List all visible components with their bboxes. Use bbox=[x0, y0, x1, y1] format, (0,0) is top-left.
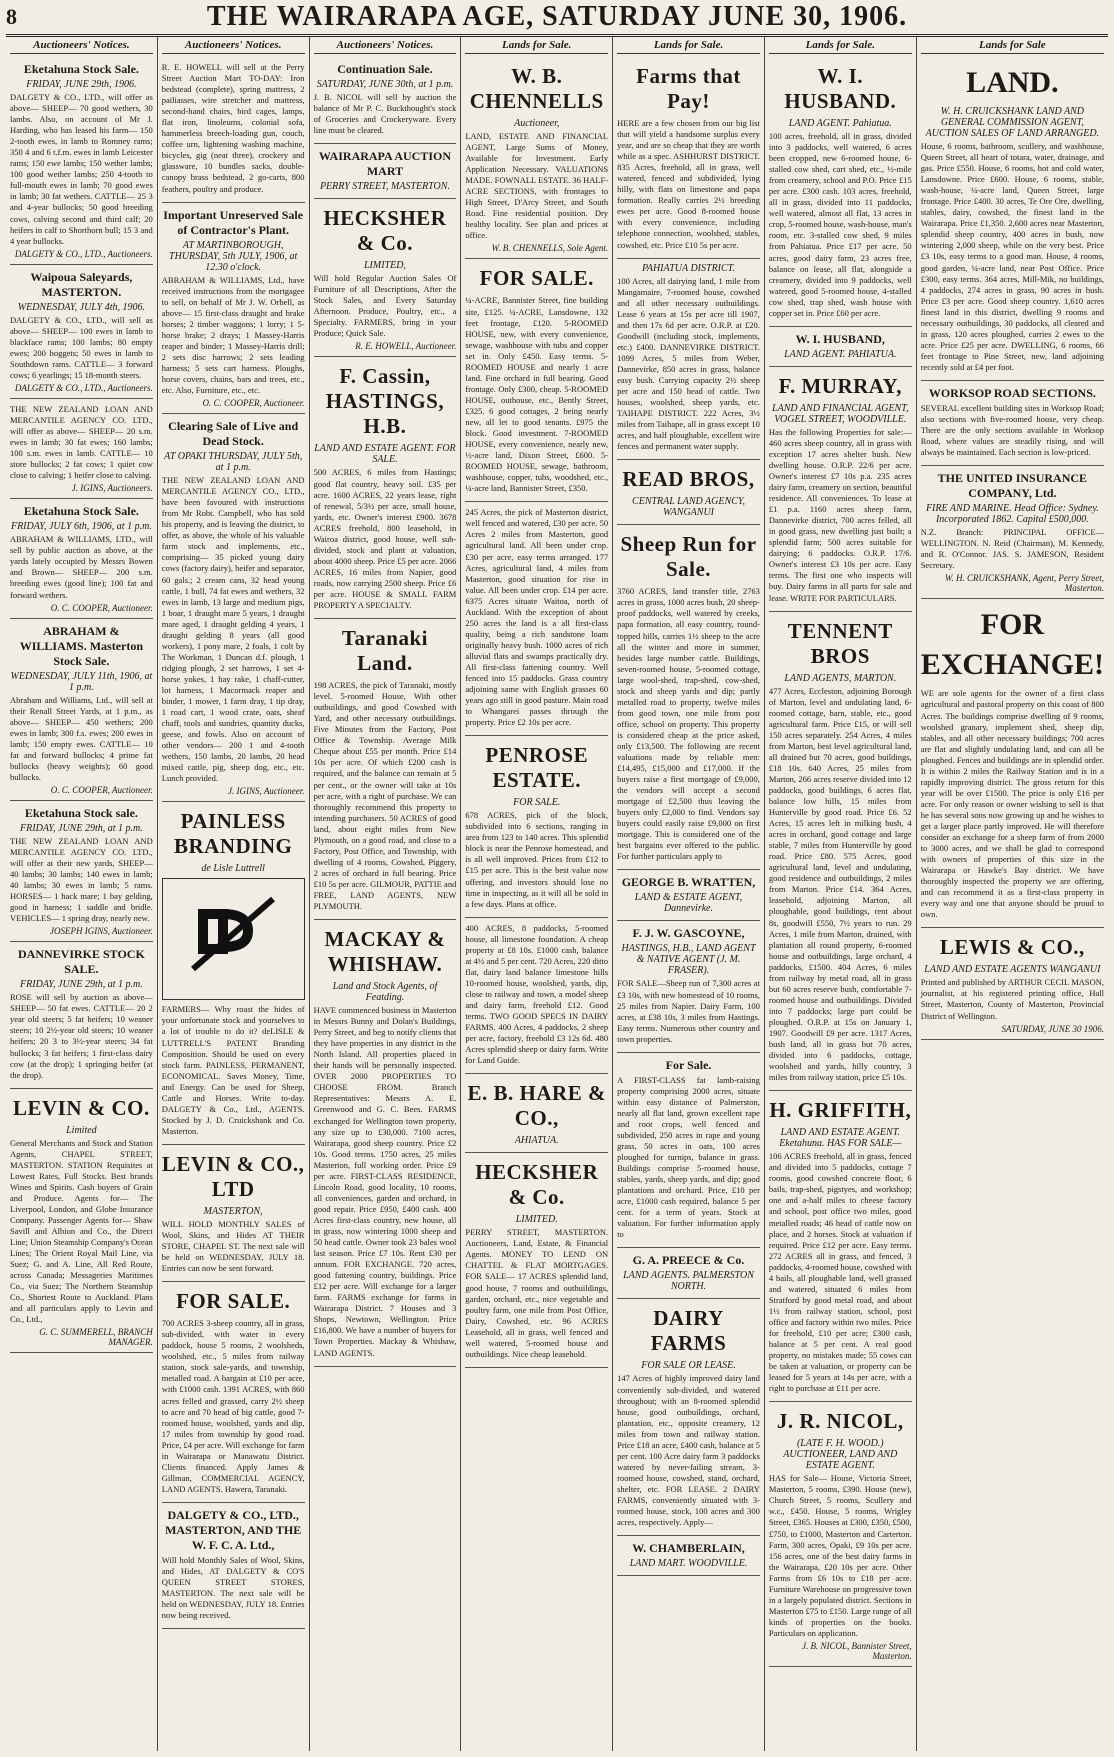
advertisement bbox=[465, 1074, 608, 1153]
ad-subtitle: W. H. CRUICKSHANK LAND AND GENERAL COMMISSION AGENT, AUCTION SALES OF LAND ARRANGED. bbox=[925, 106, 1100, 139]
ad-title: PAINLESS BRANDING bbox=[174, 809, 293, 859]
ad-title: Eketahuna Stock Sale. bbox=[23, 62, 139, 76]
ad-subtitle: FRIDAY, JUNE 29th, at 1 p.m. bbox=[20, 822, 143, 834]
ad-title: Waipoua Saleyards, MASTERTON. bbox=[30, 269, 133, 299]
ad-body: HAVE commenced business in Masterton in Messrs Bunny and Dolan's Buildings, Perry Street, and beg to notify clients that they have properties in any district in the North Island. All properties placed in their hands will be personally inspected. OVER 2000 PROPERTIES TO CHOOSE FROM. Branch Representatives: Messrs A. E. Greenwood and G. C. Bees. FARMS exchanged for Wellington town property, any size up to £30,000. 7100 acres, Wairarapa, good sheep country. Price £2 10s. Good terms. 1750 acres, 25 miles Masterton, full working order. Price £9 per acre. FIRST-CLASS RESIDENCE, Lincoln Road, good locality, 10 rooms, all conveniences, garden and orchard, in good repair. Price £950, £400 cash. 400 Acres first-class country, new house, all in grass, now wintering 1000 sheep and 50 head cattle. Owner took 23 bales wool last season. Price £7 10s. Rent £30 per annum. FOR EXCHANGE. 720 acres, good fattening country, buildings. Price £12 per acre. Will exchange for a larger farm. FARMS exchange for farms in Wairarapa District. 7 Houses and 3 Shops, Newtown, Wellington. Price £16,800. We have a number of buyers for Town Properties. Mackay & Whishaw, LAND AGENTS. bbox=[313, 1005, 457, 1358]
branding-logo bbox=[162, 878, 305, 1000]
ad-body: 700 ACRES 3-sheep country, all in grass, sub-divided, with water in every paddock, house 5 rooms, 2 woolsheds, woolshed, etc., 5 miles from railway station, stock sale-yards, and township, metalled road. A bargain at £10 per acre, with £1000 cash. 1391 ACRES, with 860 acres felled and grassed, carry 2½ sheep to acre and 70 head of big cattle, good 7-roomed house, woolshed, yards and dip, 17 miles from township by good road. Price, £4 per acre. Will exchange for farm in Wairarapa or Manawatu District. Clients financed. Apply James & Gillman, COMMERCIAL AGENCY, LAND AGENTS. Hawera, Taranaki. bbox=[161, 1318, 305, 1494]
ad-subtitle: LAND AGENT. PAHIATUA. bbox=[784, 348, 897, 360]
ad-subtitle: LAND AND ESTATE AGENT. FOR SALE. bbox=[314, 443, 456, 466]
ad-signature: DALGETY & CO., LTD., Auctioneers. bbox=[14, 248, 153, 259]
ad-title: READ BROS, bbox=[622, 467, 755, 492]
ad-title: W. I. HUSBAND. bbox=[784, 64, 897, 113]
ad-title: H. GRIFFITH, bbox=[769, 1098, 912, 1123]
advertisement bbox=[10, 499, 153, 618]
ad-body: Will hold Regular Auction Sales Of Furniture of all Descriptions, After the Stock Sales, and Every Saturday Afternoon. Produce, Poultry, etc., a Specialty. FARMERS, bring in your Produce; Quick Sale. bbox=[313, 273, 457, 339]
ad-subtitle: FOR SALE OR LEASE. bbox=[641, 1360, 736, 1372]
column-2 bbox=[158, 37, 310, 1751]
ad-title: DAIRY FARMS bbox=[650, 1306, 727, 1356]
column-1 bbox=[6, 37, 158, 1751]
ad-signature: O. C. COOPER, Auctioneer. bbox=[202, 398, 305, 409]
ad-body: House, 6 rooms, bathroom, scullery, and washhouse, Queen Street, all heart of totara, water, drainage, and gas. Price £550. House, 6 rooms, hot and cold water, Lansdowne. Price £600. House, 6 rooms, stable, wash-house, ¼-acre land, Queen Street, large frontage. Price £400. 30 acres, Te Ore Ore, dwelling, stables, dairy, cowshed, the finest land in the Wairarapa. Price £1,350. 2,600 acres near Masterton, splendid sheep country, 400 acres in bush, now wintering 2,000 sheep, while on the very best. Price £3 10s, easy terms to a good man. House, 4 rooms, good garden, ¼-acre land, near Post Office. Price £300, easy terms. 364 acres, Mill-Mik, no buildings, 4 paddocks, 274 acres in grass, 90 acres in bush. Price £3 per acre. Good sheep country. 1,610 acres finest land in this district, dwelling 9 rooms and necessary outbuildings, 30 paddocks, all cleared and in grass, 120 acres ploughed, carries 2 ewes to the acre. Price £25 per acre. DWELLING, 6 rooms, 66 feet frontage to Pine Street, new, land adjoining recently sold at £4 per foot. bbox=[920, 141, 1105, 372]
advertisement bbox=[314, 57, 457, 144]
ad-title: G. A. PREECE & Co. bbox=[632, 1253, 745, 1268]
ad-body: Will hold Monthly Sales of Wool, Skins, and Hides, AT DALGETY & CO'S QUEEN STREET STORES, MASTERTON. The next sale will be held on WEDNESDAY, JULY 18. Entries now being received. bbox=[161, 1554, 305, 1621]
ad-subtitle: WEDNESDAY, JULY 11th, 1906, at 1 p.m. bbox=[10, 670, 153, 693]
ad-body: ROSE will sell by auction as above— SHEEP— 50 fat ewes. CATTLE— 20 2 year old steers; 5 fat heifers; 10 weaner steers; 10 2½-year old steers; 10 weaner heifers; 20 3 to 3½-year steers; 34 fat bullocks; 3 fat heifers; 1 first-class dairy cow (at the drop); 1 springing heifer (at the drop). bbox=[10, 992, 153, 1080]
ad-title: FOR SALE. bbox=[176, 1289, 291, 1314]
ad-body: A FIRST-CLASS fat lamb-raising property comprising 2000 acres, situate within easy distance of Palmerston, nearly all flat land, grown excellent rape and root crops, well fenced and subdivided, 250 acres in rape and young grass, 50 acres in oats, 100 acres ploughed for turnips, balance in grass. Buildings comprise 5-roomed house, stables, yards, sheep yards, and dip; good plantations and orchard. Price, £10 per acre, £1000 cash required, balance 5 per cent. for a term of years. Stock at valuation. For further information apply to bbox=[617, 1074, 760, 1240]
column-header: Lands for Sale. bbox=[769, 37, 912, 54]
ad-subtitle: AHIATUA. bbox=[514, 1135, 559, 1147]
advertisement bbox=[10, 619, 153, 801]
columns-container bbox=[6, 37, 1108, 1751]
ad-body: ¼-ACRE, Bannister Street, fine building site, £125. ¼-ACRE, Lansdowne, 132 feet frontage, £120. 5-ROOMED HOUSE, new, with every convenience, sewage, washhouse with tubs and copper set in. Only £450. Easy terms. 5-ROOMED HOUSE and nearly 1 acre land. Fine orchard in full bearing. Good frontage. Only £300, cheap. 5-ROOMED HOUSE, outhouse, etc., Bently Street, £325. 6 good cottages, 2 being nearly new, all let to good tenants. £975 the block. Good investment. 7-ROOMED HOUSE, every convenience, nearly new, ½-acre land, Dixon Street, £600. 5-ROOMED HOUSE, sewage, bathroom, washhouse, copper, tubs, woodshed, etc., ¼-acre land, Bannister Street, £350. bbox=[465, 295, 609, 494]
ad-subtitle: PAHIATUA DISTRICT. bbox=[642, 262, 735, 274]
ad-subtitle: (LATE F. H. WOOD.) AUCTIONEER, LAND AND ESTATE AGENT. bbox=[783, 1438, 898, 1472]
advertisement bbox=[769, 1091, 912, 1402]
advertisement bbox=[10, 265, 153, 399]
advertisement bbox=[465, 259, 608, 502]
ad-body: 245 Acres, the pick of Masterton district, well fenced and watered, £30 per acre. 50 Acres 2 miles from Masterton, good agricultural land. All been under crop. £30 per acre, easy terms arranged. 177 Acres, agricultural land, 4 miles from Masterton, good situation for rise in value. All been under crop. £14 per acre. 6375 Acres situate Waitoa, north of Auckland. With the exception of about 250 acres the land is a all first-class quality, being a rich sandstone loam originally heavy bush. 1000 acres of rich alluvial flats and swamps practically dry. All first-class fattening country. Well fenced into 15 paddocks. Grass country adjoining same with English grasses 60 years ago still in good pasture. Main road to Whangarei passes through the property. Price £2 10s per acre. bbox=[465, 507, 609, 728]
ad-title: LEVIN & CO. bbox=[13, 1095, 150, 1120]
advertisement bbox=[314, 619, 457, 920]
ad-title: F. Cassin, HASTINGS, H.B. bbox=[325, 364, 445, 439]
ad-signature: O. C. COOPER, Auctioneer. bbox=[50, 784, 153, 795]
advertisement bbox=[769, 327, 912, 367]
ad-title: F. J. W. GASCOYNE, bbox=[632, 926, 745, 941]
advertisement bbox=[465, 918, 608, 1075]
advertisement bbox=[617, 460, 760, 525]
advertisement bbox=[769, 57, 912, 327]
ad-signature: SATURDAY, JUNE 30 1906. bbox=[1001, 1023, 1105, 1034]
ad-subtitle: FIRE AND MARINE. Head Office: Sydney. Incorporated 1862. Capital £500,000. bbox=[925, 503, 1099, 526]
ad-body: ABRAHAM & WILLIAMS, Ltd., have received instructions from the mortgagee to sell, on behalf of Mr J. W. Orbell, as above— 15 first-class draught and brake horses; 2 timber waggons; 1 lorry; 1 5-horse brake; 2 drays; 1 Massey-Harris reaper and binder; 1 Massey-Harris drill; 2 sets disc harrows; 2 sets leading harness; 5 sets cart harness. Ploughs, horse covers, chains, bars and trees, etc., etc. Also, Furniture, etc., etc. bbox=[161, 274, 305, 396]
advertisement bbox=[314, 199, 457, 357]
advertisement bbox=[617, 525, 760, 870]
ad-title: FOR bbox=[980, 608, 1045, 642]
ad-title: HECKSHER & Co. bbox=[475, 1160, 599, 1210]
ad-title: Important Unreserved Sale of Contractor's Plant. bbox=[163, 207, 304, 237]
ad-body: 400 ACRES, 8 paddocks, 5-roomed house, all limestone foundation. A cheap property at £8 10s. £1000 cash, balance at 4½ and 5 per cent. 720 Acres, 220 ditto flat, dairy land balance limestone hills 10-roomed house, woolshed, yards, dip, close to railway and town, a model sheep and dairy farm, freehold £12. Good terms. TWO GOOD SPECS IN DAIRY FARMS. 400 Acres, 4 paddocks, 2 sheep per acre, factory, freehold £3 12s 6d. 480 Acres splendid sheep or dairy farm. Write for Land Guide. bbox=[465, 922, 609, 1066]
ad-body: THE NEW ZEALAND LOAN AND MERCANTILE AGENCY CO., LTD., have been favoured with instructions from Mr Robt. Campbell, who has sold his property, and is leaving the district, to offer, as above, the whole of his valuable farm stock and implements, etc., comprising— 35 picked young dairy cows (factory dairy), heifer and separator, 60 gals.; 2 cream cans, 32 head young cattle, 1 bull, 74 fat ewes and wethers, 32 ewes in lamb, 13 large and medium pigs, 1 boar, 1 draught mare 5 years, 1 draught mare aged, 1 draught gelding 4 years, 1 draught gelding 8 years (all good workers), 1 pony mare, 2 foals, 1 colt by The Workman, 1 Duncan d.f. plough, 1 ridging plough, 2 set harrows, 1 set 4-horse yokes, 1 hay rake, 1 chaff-cutter, lot harness, 1 Macormack reaper and binder, 1 mower, 1 farm dray, 1 tip dray, 1 road cart, 1 wood crate, oats, sheaf chaff, tools and sundries, quantity ducks, geese, and fowls. Also on account of other vendors— 200 1 and 4-tooth wethers, 150 lambs, 20 lambs, 20 head mixed cattle, pig, sheep dog, etc., etc. Lunch provided. bbox=[161, 475, 305, 784]
ad-title: GEORGE B. WRATTEN, bbox=[621, 875, 756, 890]
ad-subtitle: AT MARTINBOROUGH, THURSDAY, 5th JULY, 1906, at 12.30 o'clock. bbox=[169, 239, 298, 273]
ad-subtitle: AT OPAKI THURSDAY, JULY 5th, at 1 p.m. bbox=[164, 451, 303, 474]
ad-subtitle: LAND AGENTS. PALMERSTON NORTH. bbox=[623, 1270, 754, 1293]
advertisement bbox=[921, 928, 1104, 1039]
ad-subtitle: FRIDAY, JUNE 29th, at 1 p.m. bbox=[20, 979, 143, 991]
ad-subtitle: LAND AGENT. Pahiatua. bbox=[788, 118, 892, 129]
ad-title: PENROSE ESTATE. bbox=[485, 743, 589, 793]
column-header: Lands for Sale. bbox=[617, 37, 760, 54]
advertisement bbox=[314, 357, 457, 619]
ad-title: WORKSOP ROAD SECTIONS. bbox=[928, 385, 1096, 400]
ad-title: LAND. bbox=[966, 66, 1059, 99]
ad-title: E. B. HARE & CO., bbox=[467, 1081, 606, 1131]
advertisement bbox=[10, 57, 153, 265]
ad-signature: J. B. NICOL, Bannister Street, Masterton. bbox=[802, 1640, 912, 1661]
ad-body: 678 ACRES, pick of the block, subdivided into 6 sections, ranging in area from 123 to 140 acres. This splendid block is near the Penrose homestead, and is all well improved. Prices from £12 to £15 per acre. This is the best value now offering, and investors should lose no time in inspecting, as it will all be sold in a few days. Plans at office. bbox=[465, 810, 609, 909]
ad-body: General Merchants and Stock and Station Agents, CHAPEL STREET, MASTERTON. STATION Requisites at Lowest Rates, Full Stocks. Best brands Wines and Spirits. Cash buyers of Grain and Produce. Agents for— The Liverpool, London, and Globe Insurance Company. Passenger Agents for— Shaw Savill and Albion and Co., the Direct Line; Union Steamship Company's Ocean Lines; The Orient Royal Mail Line, via Suez; G. and A. Line, All Red Route, across Canada; Messageries Maritimes Co., via Suez; The Northern Steamship Co., Shortest Route to Auckland. Plans and all particulars apply to Levin and Co., Ltd., bbox=[10, 1137, 153, 1325]
ad-body: WE are sole agents for the owner of a first class agricultural and pastoral property on this coast of 800 Acres. The buildings comprise dwelling of 9 rooms, woolshed granary, implement shed, sheep dip, stables, and all other necessary buildings; 700 acres are flat and slightly undulating land, and can all be ploughed. Fences and buildings are in splendid order. It is within 2 miles the Railway Station and is in a rapidly improving district. The gross return for this year will be over £1500. The price is only £16 per acre. For only reason or owner wishing to sell is that he has several sons now growing up and he wishes to get a larger place partly improved. He will therefore consider an exchange for a sheep farm of from 2000 to 3000 acres, and we shall be glad to correspond with owners of properties of this size in the Wairarapa or Hawke's Bay district. We have thoroughly inspected the property we are offering, and can recommend it as a first-class property in every way and one that anyone should be proud to own. bbox=[920, 688, 1105, 920]
column-5 bbox=[613, 37, 765, 1751]
ad-title: Farms that Pay! bbox=[636, 64, 741, 113]
advertisement bbox=[162, 414, 305, 802]
ad-subtitle: EXCHANGE! bbox=[920, 648, 1105, 682]
advertisement bbox=[617, 1299, 760, 1536]
ad-body: N.Z. Branch: PRINCIPAL OFFICE—WELLINGTON. N. Reid (Chairman), M. Kennedy, and R. O'Connor. JAS. S. JAMESON, Resident Secretary. bbox=[920, 527, 1105, 571]
ad-body: DALGETY & CO., LTD., will sell as above— SHEEP— 100 ewes in lamb to blackface rams; 100 lambs; 80 empty ewes; 200 hoggets; 50 ewes in lamb to Southdown rams. CATTLE— 3 forward cows; 6 yearlings; 15 18-month steers. bbox=[10, 314, 153, 380]
advertisement bbox=[769, 612, 912, 1092]
ad-body: 198 ACRES, the pick of Taranaki, mostly level. 5-roomed House, With other outbuildings, and good Cowshed with Yard, and other necessary outbuildings. Five Minutes from the Factory, Post Office & Township. Average Milk Cheque about £55 per month. Price £14 10s per acre. Of which £200 cash is required, and the balance can remain at 5 per cent., or the owner will take at 10s per acre, with a right of purchase. We can thoroughly recommend this property to intending purchasers. 50 ACRES of good land, about eight miles from New Plymouth, on a good road, and close to a Factory, Post Office, and Township, with dwelling of 4 rooms, Cowshed, Piggery, 2 acres of orchard in full bearing. Price £10 5s per acre. GILMOUR, PATTIE and FREE, LAND AGENTS, NEW PLYMOUTH. bbox=[313, 680, 457, 912]
ad-subtitle: Limited bbox=[66, 1124, 97, 1136]
ad-signature: J. IGINS, Auctioneer. bbox=[227, 786, 305, 797]
advertisement bbox=[617, 921, 760, 1052]
ad-title: MACKAY & WHISHAW. bbox=[324, 927, 446, 977]
ad-subtitle: LAND & ESTATE AGENT, Dannevirke. bbox=[634, 892, 743, 915]
ad-signature: O. C. COOPER, Auctioneer. bbox=[50, 602, 153, 613]
ad-title: Clearing Sale of Live and Dead Stock. bbox=[168, 419, 299, 449]
ad-signature: J. IGINS, Auctioneers. bbox=[71, 483, 153, 494]
advertisement bbox=[617, 870, 760, 921]
advertisement bbox=[769, 367, 912, 612]
advertisement bbox=[465, 736, 608, 917]
branding-iron-icon bbox=[173, 889, 293, 989]
advertisement bbox=[921, 381, 1104, 466]
ad-signature: W. B. CHENNELLS, Sole Agent. bbox=[491, 243, 609, 254]
ad-title: FOR SALE. bbox=[479, 266, 594, 291]
ad-body: 147 Acres of highly improved dairy land conveniently sub-divided, and watered throughout; with an 8-roomed splendid house, good outbuildings, orchard, plantation, etc., opposite creamery, 12 miles from town and railway station. Price £18 an acre, £400 cash, balance at 5 per cent. 100 Acre dairy farm 3 paddocks watered by never-failing stream, 3-roomed house, cowshed, stand, orchard, shelter, etc. FOR LEASE. 2 DAIRY FARMS, conveniently situated with 3-roomed house, stock, 100 acres and 300 acres, respectively. Apply— bbox=[617, 1373, 760, 1528]
ad-body: 106 ACRES freehold, all in grass, fenced and divided into 5 paddocks, cottage 7 rooms, good cowshed concrete floor, 6 bails, trap-shed, pigstyes, and workshop; one and a-half miles to cheese factory and school, post office two miles, good metalled roads; 46 head of cattle now on place, and 2 horses. Stock at valuation if required. Price £12 per acre. Easy terms. 272 ACRES all in grass, and fenced, 3 paddocks, 4-roomed house, cowshed with 4 bails, all ploughable land, well grassed and watered, situated 6 miles from Stratford by good metal road, and about 1½ from railway station, school, post office and factory within two miles. Price for freehold, £10 per acre; £300 cash, balance at 5 per cent. A real good property, no mistakes made; 55 cows can be taken at valuation, or property can be leased for 5 years at 14s per acre, with a right to purchase at £11 per acre. bbox=[768, 1151, 912, 1394]
ad-body: HAS for Sale— House, Victoria Street, Masterton, 5 rooms, £390. House (new), Church Street, 5 rooms, Scullery and w.c., £450. House, 5 rooms, Wrigley Street, £365. Houses at £300, £350, £500, £750, to £1000, Masterton and Carterton. Farm, 300 acres, Opaki, £9 10s per acre. 156 acres, one of the best dairy farms in the Wairarapa, £20 10s per acre. Other Farms from £6 10s to £18 per acre. Furniture Warehouse on progressive town in a largely populated district. Sections in Masterton £75 to £150. Large range of all kinds of properties on the books. Particulars on application. bbox=[768, 1473, 912, 1638]
ad-title: W. I. HUSBAND, bbox=[795, 331, 885, 346]
ad-body: THE NEW ZEALAND LOAN AND MERCANTILE AGENCY CO. LTD., will offer at their new yards, SHEEP— 40 lambs; 30 lambs; 140 ewes in lamb; 40 lambs; 30 ewes in lamb; 5 rams. HORSES— 1 hack mare; 1 bay gelding, good in harness; 1 saddle and bridle. VEHICLES— 1 spring dray, nearly new. bbox=[10, 835, 153, 924]
ad-title: LEWIS & CO., bbox=[939, 935, 1085, 960]
ad-body: SEVERAL excellent building sites in Worksop Road; also sections with five-roomed house, very cheap. There are the only sections available in Worksop Road, where values are steadily rising, and will always be maintained. Each section is low-priced. bbox=[920, 402, 1105, 458]
advertisement bbox=[162, 57, 305, 203]
advertisement bbox=[921, 599, 1104, 928]
ad-title: Eketahuna Stock Sale. bbox=[23, 504, 139, 519]
ad-title: Taranaki Land. bbox=[341, 626, 428, 676]
advertisement bbox=[921, 466, 1104, 599]
advertisement bbox=[314, 920, 457, 1367]
ad-title: J. R. NICOL, bbox=[776, 1409, 904, 1434]
advertisement bbox=[10, 399, 153, 499]
ad-body: 477 Acres, Eccleston, adjoining Borough of Marton, level and undulating land, 6-roomed cottage, barn, stable, etc., good agricultural farm. Price £15, or will sell 150 acres separately. 254 Acres, 4 miles from Marton, best level agricultural land, all drained but 70 acres, good buildings, £18 10s. 640 Acres, 25 miles from Marton, 266 acres reserve divided into 12 paddocks, good buildings, 6 acres flat, balance low hills, 15 miles from Hunterville by good road. Price £6. 52 Acres, 15 acres left in milking bush, 4 acres in orchard, good cottage and large stable, 7 miles from Hunterville by good road. Price £80. 575 Acres, good agricultural land, level and undulating, good residence and outbuildings, 2 miles from Marton. Price £14. 364 Acres, leasehold, adjoining Marton, all ploughable, good buildings, rent about 8s, goodwill £550, 7½ years to run. 29 Acres, 1 mile from Marton, drained, with plantation all round property, 6-roomed house and outbuildings, large orchard, 4 paddocks, £1500. 404 Acres, 6 miles from railway by metal road, all in grass but 60 acres reserve bush, comfortable 7-roomed house and outbuildings. Divided into 7 paddocks; large part could be ploughed. O.R.P. at 15s on January 1, 1907. Goodwill £9 per acre. 1317 Acres, bush land, all in grass but 70 acres, divided into 6 paddocks, cottage, woolshed and yards, hilly country, 3 miles from railway station, price £5 10s. bbox=[768, 685, 912, 1083]
ad-title: F. MURRAY, bbox=[778, 373, 903, 398]
ad-title: THE UNITED INSURANCE COMPANY, Ltd. bbox=[937, 471, 1088, 501]
advertisement bbox=[617, 1053, 760, 1249]
ad-subtitle: SATURDAY, JUNE 30th, at 1 p.m. bbox=[316, 79, 454, 90]
ad-title: HECKSHER & Co. bbox=[323, 206, 447, 256]
ad-subtitle: HASTINGS, H.B., LAND AGENT & NATIVE AGENT (J. M. FRASER). bbox=[621, 943, 756, 977]
ad-subtitle: CENTRAL LAND AGENCY, WANGANUI bbox=[632, 496, 745, 519]
advertisement bbox=[162, 1282, 305, 1503]
ad-body: WILL HOLD MONTHLY SALES of Wool, Skins, and Hides AT THEIR STORE, CHAPEL ST. The next sale will be held on WEDNESDAY, JULY 18. Entries can now be sent forward. bbox=[161, 1218, 305, 1274]
column-7 bbox=[917, 37, 1108, 1751]
ad-body: FOR SALE—Sheep run of 7,300 acres at £3 10s, with new homestead of 10 rooms, 25 miles from Napier. Dairy Farm, 100 acres, at £38 10s, 3 miles from Hastings. Easy terms. Numerous other country and town properties. bbox=[617, 978, 760, 1044]
ad-body: 500 ACRES, 6 miles from Hastings; good flat country, heavy soil. £35 per acre. 1600 ACRES, 22 years lease, right of renewal, 5/3½ per acre, small house, yards, etc. Owner's interest £900. 3678 ACRES freehold, 800 leasehold, in Wairoa district, good house, well sub-divided, stock and plant at valuation, about 4000 sheep. Price £5 per acre. 2066 ACRES, 16 miles from Napier, good roads, now carrying 2500 sheep. Price £6 per acre. HOUSE & SMALL FARM PROPERTY A SPECIALTY. bbox=[313, 467, 457, 611]
ad-subtitle: LAND AND FINANCIAL AGENT, VOGEL STREET, WOODVILLE. bbox=[772, 402, 909, 425]
ad-signature: R. E. HOWELL, Auctioneer. bbox=[355, 341, 457, 352]
ad-body: R. E. HOWELL will sell at the Perry Street Auction Mart TO-DAY: Iron bedstead (complete), spring mattress, 2 pailiasses, wire stretcher and mattress, second-hand chairs, bird cages, lamps, flat iron, linoleums, colonial sofa, hammerless breech-loading gun, couch, coffee urn, lightening washing machine, bicycles, gig (neat three), crockery and glassware, 10 bundles sacks, double-canopy brass bedstead, 2 go-carts, 800 feathers, poultry and produce. bbox=[161, 62, 305, 194]
ad-body: Has the following Properties for sale:— 460 acres sheep country, all in grass with exception 17 acres shelter bush. New dwelling house. O.R.P. 22/6 per acre. Owner's interest £7 10s p.a. 235 acres dairy farm, creamery on section, beautiful residence. All conveniences. To lease at £1 p.a. 1160 acres sheep farm, Dannevirke district, 700 acres felled, all in good grass, new dwelling just built; a splendid farm; 500 acres suitable for dairying; 6 paddocks. O.R.P. 17/6. Owner's interest £3 10s per acre. Easy terms. The first one who inspects will buy. Dairy farms in all parts for sale and lease. WRITE FOR PARTICULARS. bbox=[768, 426, 912, 603]
ad-title: WAIRARAPA AUCTION MART bbox=[318, 149, 452, 179]
column-header: Lands for Sale. bbox=[465, 37, 608, 54]
ad-body: J. B. NICOL will sell by auction the balance of Mr P. C. Buckthought's stock of Groceries and Crockeryware. Every line must be cleared. bbox=[313, 92, 457, 136]
ad-subtitle: LIMITED, bbox=[363, 260, 406, 272]
ad-title: Eketahuna Stock sale. bbox=[24, 805, 138, 820]
ad-title: LEVIN & CO., LTD bbox=[161, 1151, 305, 1201]
advertisement bbox=[10, 942, 153, 1088]
column-header: Auctioneers' Notices. bbox=[10, 37, 153, 54]
advertisement bbox=[617, 1536, 760, 1576]
ad-body: 100 acres, freehold, all in grass, divided into 3 paddocks, well watered, 6 acres been cropped, new 6-roomed house, 6-stalled cow shed, cart shed, etc., ½-mile from creamery, school and P.O. Price £15 per acre. £300 cash. 103 acres, freehold, all in grass, divided into 11 paddocks, well watered, almost all flat, 13 acres in crop, 5-roomed house, wash-house, man's room, etc. 3-stalled cow shed, 9 miles from Pahiatua. Price £17 per acre. 50 acres, good dairy farm, 23 acres free, balance on lease, all flat, alongside a creamery, divided into 9 paddocks, well watered, good 5-roomed house, 4-stalled cow shed, trap shed, wash house with copper set in. Price £60 per acre. bbox=[768, 131, 912, 318]
column-3 bbox=[310, 37, 462, 1751]
ad-signature: G. C. SUMMERELL, BRANCH MANAGER. bbox=[39, 1327, 153, 1348]
ad-title: Continuation Sale. bbox=[337, 62, 433, 76]
advertisement bbox=[10, 801, 153, 942]
column-header: Auctioneers' Notices. bbox=[314, 37, 457, 54]
ad-body: THE NEW ZEALAND LOAN AND MERCANTILE AGENCY CO. LTD., will offer as above— SHEEP— 20 s.m. ewes in lamb; 30 fat ewes; 160 lambs; 100 s.m. ewes in lamb. CATTLE— 10 store bullocks; 2 fat cows; 1 quiet cow close to calving; 1 heifer close to calving. bbox=[10, 403, 153, 481]
ad-subtitle: LIMITED. bbox=[515, 1214, 558, 1226]
advertisement bbox=[162, 203, 305, 415]
ad-signature: W. H. CRUICKSHANK, Agent, Perry Street, Masterton. bbox=[944, 573, 1105, 594]
ad-body: FARMERS— Why roast the hides of your unfortunate stock and yourselves to a lot of trouble to do it? deLISLE & LUTTRELL'S PATENT Branding Composition. Should be used on every stock farm. PAINLESS, PERMANENT, ECONOMICAL. Saves Money, Time, and Energy. Can be used for Sheep, Cattle and Horses. Write to-day. DALGETY & Co., Ltd., AGENTS. Stocked by J. D. Cruickshank and Co. Masterton. bbox=[161, 1004, 305, 1136]
ad-subtitle: LAND AND ESTATE AGENTS WANGANUI bbox=[924, 964, 1101, 976]
advertisement bbox=[162, 1145, 305, 1282]
ad-body: Printed and published by ARTHUR CECIL MASON, journalist, at his registered printing office, Hall Street, Masterton, County of Masterton, Provincial District of Wellington. bbox=[920, 977, 1105, 1021]
advertisement bbox=[10, 1089, 153, 1354]
ad-subtitle: LAND AND ESTATE AGENT. Eketahuna. HAS FOR SALE— bbox=[779, 1127, 902, 1150]
ad-title: Sheep Run for Sale. bbox=[620, 532, 757, 582]
ad-subtitle: FRIDAY, JUNE 29th, 1906. bbox=[26, 79, 137, 90]
ad-subtitle: WEDNESDAY, JULY 4th, 1906. bbox=[17, 301, 145, 313]
advertisement bbox=[465, 1153, 608, 1368]
advertisement bbox=[617, 57, 760, 259]
advertisement bbox=[314, 144, 457, 199]
ad-title: W. CHAMBERLAIN, bbox=[632, 1541, 745, 1556]
ad-subtitle: de Lisle Luttrell bbox=[201, 863, 265, 875]
ad-subtitle: LAND AGENTS, MARTON. bbox=[784, 672, 897, 684]
ad-title: W. B. CHENNELLS bbox=[469, 64, 604, 113]
ad-title: TENNENT BROS bbox=[787, 618, 893, 668]
ad-subtitle: Auctioneer, bbox=[514, 118, 560, 129]
advertisement bbox=[465, 57, 608, 259]
ad-signature: DALGETY & CO., LTD., Auctioneers. bbox=[14, 382, 153, 393]
ad-title: ABRAHAM & WILLIAMS. Masterton Stock Sale. bbox=[19, 623, 144, 668]
ad-subtitle: Land and Stock Agents, of Featding. bbox=[332, 981, 438, 1004]
ad-title: DANNEVIRKE STOCK SALE. bbox=[17, 947, 145, 977]
ad-body: ABRAHAM & WILLIAMS, LTD., will sell by public auction as above, at the yards lately occupied by Messrs Bowen and Brown— SHEEP— 200 s.m. breeding ewes (good line); 100 fat and forward wethers. bbox=[10, 534, 153, 600]
ad-subtitle: LAND MART. WOODVILLE. bbox=[629, 1558, 748, 1570]
column-header: Auctioneers' Notices. bbox=[162, 37, 305, 54]
page-number: 8 bbox=[6, 4, 17, 29]
column-header: Lands for Sale bbox=[921, 37, 1104, 54]
advertisement bbox=[162, 802, 305, 1145]
ad-body: LAND, ESTATE AND FINANCIAL AGENT, Large Sums of Money, Available for Investment. Early Application Necessary. VALUATIONS MADE. FOWNALL ESTATE. 36 HALF-ACRE SECTIONS, with frontages to High Street, D'Arcy Street, and South Road. Fine residential position. Dry healthy locality. See plan and prices at office. bbox=[465, 131, 609, 241]
ad-body: 3760 ACRES, land transfer title, 2763 acres in grass, 1000 acres bush, 20 sheep-proof paddocks, well watered by creeks, papa formation, all easy country, round-topped hills, carries 1½ sheep to the acre all the winter and more in summer, besides large number cattle. Buildings, seven-roomed house, 5-roomed cottage, large wool-shed, trap-shed, cow-shed, stock and sheep yards and dip; partly metalled road to property, twelve miles from good town, one mile from post office, school on property. This property is considered cheap at the price asked, only £13,500. The following are recent valuations made by reliable men: £14,495, £15,000 and £17,000. If the buyers raise a first mortgage of £9,000, the vendors will accept a second mortgage of £2,500 thus leaving the buyers only £2,000 to find. Vendors say buyers could easily raise £9,000 on first mortgage. This is considered one of the best bargains ever offered to the public. For further particulars apply to bbox=[617, 586, 760, 862]
ad-body: 100 Acres, all dairying land, 1 mile from Mangamaire, 7-roomed house, cowshed and all other necessary outbuildings. Lease 6 years at 15s per acre till 1907, and then 17s 6d per acre. O.R.P. at £20. Goodwill (including stock, implements, etc.) £400. DANNEVIRKE DISTRICT. 1099 Acres, 5 miles from Weber, Dannevirke, 850 acres in grass, balance easy bush. Carrying capacity 2½ sheep per acre and 150 head of cattle. Two houses, woolshed, sheep yards, etc. TAIHAPE DISTRICT. 222 Acres, 3½ miles from Taihape, all in grass except 10 acres, and half ploughable, excellent wire fences and permanent water supply. bbox=[617, 275, 760, 452]
column-4 bbox=[461, 37, 613, 1751]
column-6 bbox=[765, 37, 917, 1751]
advertisement bbox=[465, 502, 608, 736]
masthead bbox=[6, 0, 1108, 37]
ad-subtitle: FOR SALE. bbox=[513, 797, 561, 809]
newspaper-title: THE WAIRARAPA AGE, SATURDAY JUNE 30, 1906. bbox=[206, 1, 908, 32]
advertisement bbox=[769, 1402, 912, 1667]
ad-title: For Sale. bbox=[665, 1057, 712, 1072]
ad-body: DALGETY & CO., LTD., will offer as above— SHEEP— 70 good wethers, 30 lambs. Also, on account of Mr J. Harding, who has leased his farm— 150 2-tooth ewes, in lamb to Romney rams; 350 4 and 6 t.f.m. ewes in lamb Leicester rams; 150 ewe lambs; 150 wether lambs; 100 good wether lambs; 250 4-tooth to full-mouth ewes in lamb; 70 good ewes in lamb; 30 fat wethers. CATTLE— 25 3 and 4-year bullocks; 50 good breeding cows, calving second and third calf; 20 heifers in calf to Shorthorn bull; 15 3 and 4 year bullocks. bbox=[10, 92, 153, 246]
ad-title: DALGETY & CO., LTD., MASTERTON, AND THE W. F. C. A. Ltd., bbox=[165, 1507, 302, 1552]
advertisement bbox=[617, 259, 760, 461]
ad-body: PERRY STREET, MASTERTON. Auctioneers, Land, Estate, & Financial Agents. MONEY TO LEND ON CHATTEL & FLAT MORTGAGES. FOR SALE— 17 ACRES splendid land, good house, 7 rooms and outbuildings, garden, orchard, etc., nice vegetable and poultry farm, one mile from Post Office, Dairy, Cowshed, etc. 96 ACRES Leasehold, all in grass, well fenced and well watered, 5-roomed house and outbuildings. Nice cheap leasehold. bbox=[465, 1227, 609, 1359]
advertisement bbox=[921, 57, 1104, 381]
ad-body: HERE are a few chosen from our big list that will yield a handsome surplus every year, and are so cheap that they are worth while as a spec. ASHHURST DISTRICT. 835 Acres, freehold, all in grass, well watered, fenced and subdivided, lying hilly, with flats on limestone and papa formation. Really carries 2½ breeding ewes per acre. Good 8-roomed house with every convenience, including telephone connection, woolshed, stables, cowshed, etc. Price £10 5s per acre. bbox=[617, 118, 760, 250]
ad-subtitle: PERRY STREET, MASTERTON. bbox=[319, 181, 450, 193]
ad-subtitle: FRIDAY, JULY 6th, 1906, at 1 p.m. bbox=[10, 521, 152, 533]
advertisement bbox=[162, 1503, 305, 1629]
ad-signature: JOSEPH IGINS, Auctioneer. bbox=[49, 926, 153, 937]
advertisement bbox=[617, 1248, 760, 1299]
ad-subtitle: MASTERTON, bbox=[203, 1205, 263, 1217]
ad-body: Abraham and Williams, Ltd., will sell at their Renall Street Yards, at 1 p.m., as above— SHEEP— 450 wethers; 200 ewes in lamb; 300 f.s. ewes; 200 ewes in lamb; 150 empty ewes. CATTLE— 10 fat and forward bullocks; 4 prime fat bullocks (heavy weights); 60 good bullocks. bbox=[10, 694, 153, 782]
